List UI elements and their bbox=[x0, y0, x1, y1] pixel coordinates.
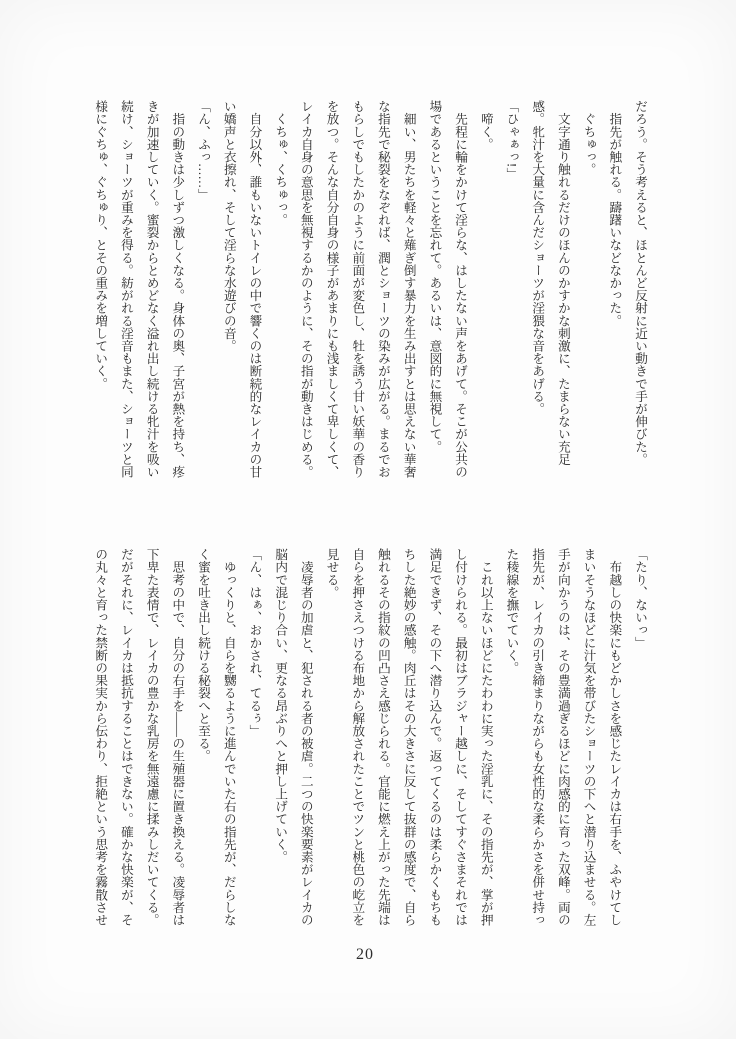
text-line: 「ん、ふっ……」 bbox=[196, 100, 211, 201]
text-line: まいそうなほどに汁気を帯びたショーツの下へと潜り込ませる。左 bbox=[581, 548, 596, 926]
text-line: 感。牝汁を大量に含んだショーツが淫猥な音をあげる。 bbox=[530, 100, 545, 415]
text-block-top bbox=[87, 100, 652, 478]
text-line: く蜜を吐き出し続ける秘裂へと至る。 bbox=[196, 548, 211, 763]
text-line: くちゅ、くちゅっ。 bbox=[273, 100, 288, 226]
text-line: 自らを押さえつける布地から解放されたことでツンと桃色の屹立を bbox=[350, 548, 365, 926]
text-line: ぐちゅっ。 bbox=[581, 100, 596, 176]
text-line: 下卑た表情で、レイカの豊かな乳房を無遠慮に揉みしだいてくる。 bbox=[144, 548, 159, 926]
text-line: 凌辱者の加虐と、犯される者の被虐。二つの快楽要素がレイカの bbox=[298, 548, 313, 926]
text-line: 細い、男たちを軽々と薙ぎ倒す暴力を生み出すとは思えない華奢 bbox=[401, 100, 416, 478]
text-line: 様にぐちゅ、ぐちゅり、とその重みを増していく。 bbox=[93, 100, 108, 390]
text-line: 先程に輪をかけて淫らな、はしたない声をあげて。そこが公共の bbox=[453, 100, 468, 478]
text-line: 手が向かうのは、その豊満過ぎるほどに肉感的に育った双峰。両の bbox=[555, 548, 570, 926]
text-line: だがそれに、レイカは抵抗することはできない。確かな快楽が、そ bbox=[118, 548, 133, 926]
text-line: な指先で秘裂をなぞれば、潤とショーツの染みが広がる。まるでお bbox=[375, 100, 390, 478]
text-line: 脳内で混じり合い、更なる昂ぶりへと押し上げていく。 bbox=[273, 548, 288, 863]
text-line: だろう。そう考えると、ほとんど反射に近い動きで手が伸びた。 bbox=[633, 100, 647, 466]
text-line: もらしでもしたかのように前面が変色し、牡を誘う甘い妖華の香り bbox=[350, 100, 365, 478]
text-line: の丸々と育った禁断の果実から伝わり、拒絶という思考を霧散させ bbox=[93, 548, 108, 926]
text-line: 場であるということを忘れて。あるいは、意図的に無視して。 bbox=[427, 100, 442, 453]
text-line: 指先が、レイカの引き締まりながらも女性的な柔らかさを併せ持っ bbox=[530, 548, 545, 926]
text-line: 見せる。 bbox=[324, 548, 339, 599]
text-line: を放つ。そんな自分自身の様子があまりにも浅ましくて卑しくて、 bbox=[324, 100, 339, 478]
text-line: 指の動きは少しずつ激しくなる。身体の奥、子宮が熱を持ち、疼 bbox=[170, 100, 185, 478]
text-line: 自分以外、誰もいないトイレの中で響くのは断続的なレイカの甘 bbox=[247, 100, 262, 478]
text-line: 満足できず、その下へ潜り込んで。返ってくるのは柔らかくもちも bbox=[427, 548, 442, 926]
text-line: 指先が触れる。躊躇いなどなかった。 bbox=[607, 100, 622, 327]
text-block-bottom bbox=[87, 548, 652, 926]
text-line: ゆっくりと、自らを嬲るように進んでいた右の指先が、だらしな bbox=[221, 548, 236, 926]
text-line: これ以上ないほどにたわわに実った淫乳に、その指先が、掌が押 bbox=[478, 548, 493, 926]
text-line: きが加速していく。蜜裂からとめどなく溢れ出し続ける牝汁を吸い bbox=[144, 100, 159, 478]
page-number: 20 bbox=[356, 946, 374, 963]
text-line: た稜線を撫でていく。 bbox=[504, 548, 519, 674]
text-line: 触れるその指紋の凹凸さえ感じられる。官能に燃え上がった先端は bbox=[375, 548, 390, 926]
text-line: 「ひゃぁっ!」 bbox=[504, 100, 519, 180]
text-line: レイカ自身の意思を無視するかのように、その指が動きはじめる。 bbox=[298, 100, 313, 478]
text-line: 布越しの快楽にもどかしさを感じたレイカは右手を、ふやけてし bbox=[607, 548, 622, 926]
text-line: し付けられる。最初はブラジャー越しに、そしてすぐさまそれでは bbox=[453, 548, 468, 926]
text-line: ちした絶妙の感触。肉丘はその大きさに反して抜群の感度で、自ら bbox=[401, 548, 416, 926]
text-line: 文字通り触れるだけのほんのかすかな刺激に、たまらない充足 bbox=[555, 100, 570, 466]
text-line: い嬌声と衣擦れ、そして淫らな水遊びの音。 bbox=[221, 100, 236, 352]
text-line: 続け、ショーツが重みを得る。紡がれる淫音もまた、ショーツと同 bbox=[118, 100, 133, 478]
text-line: 「ん、はぁ、おかされ、てるぅ」 bbox=[247, 548, 262, 737]
text-line: 啼く。 bbox=[478, 100, 493, 151]
text-line: 思考の中で、自分の右手を――の生殖器に置き換える。凌辱者は bbox=[170, 548, 185, 926]
text-line: 「たり、ないっ」 bbox=[633, 548, 647, 649]
